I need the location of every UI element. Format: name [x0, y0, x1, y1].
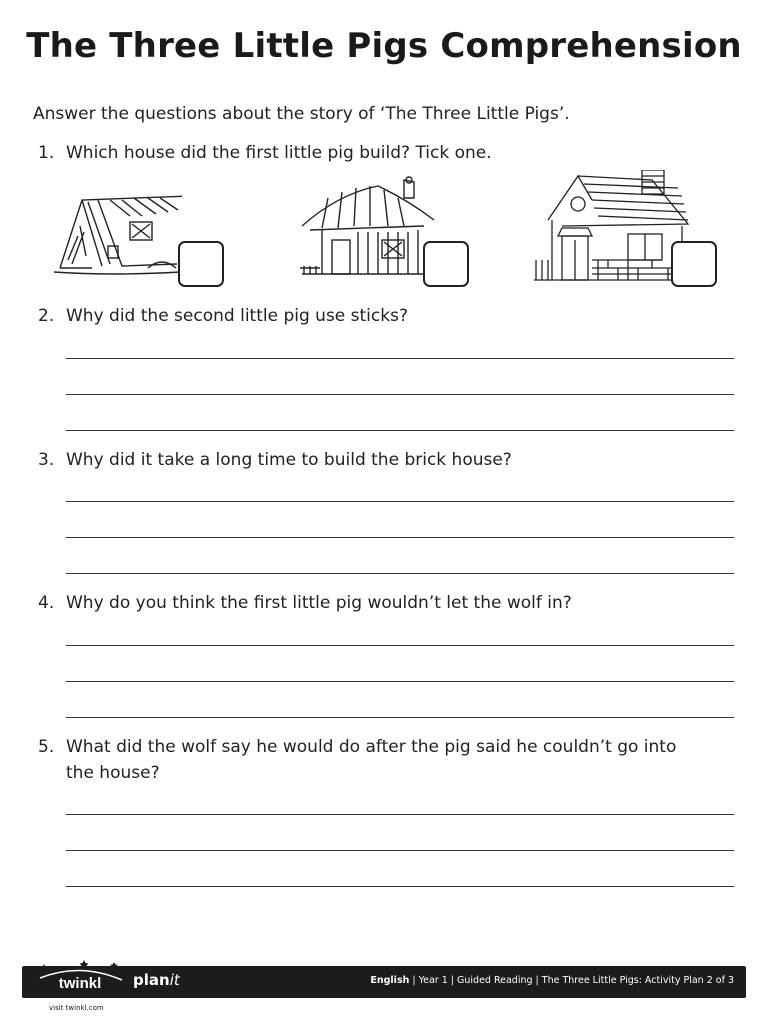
footer-breadcrumb — [370, 975, 734, 986]
tick-box-stick-house[interactable] — [423, 241, 469, 287]
page-title: The Three Little Pigs Comprehension — [26, 26, 742, 66]
brand-it-text: it — [169, 971, 180, 989]
straw-house-illustration — [52, 176, 182, 286]
question-number: 1. — [38, 143, 55, 163]
question-2 — [38, 303, 728, 329]
twinkl-logo — [34, 960, 126, 1000]
question-text: Why do you think the first little pig wouldn’t let the wolf in? — [66, 593, 572, 613]
answer-line[interactable] — [66, 886, 734, 887]
question-number: 4. — [38, 593, 55, 613]
instructions: Answer the questions about the story of ‘The Three Little Pigs’. — [33, 104, 570, 124]
tick-box-brick-house[interactable] — [671, 241, 717, 287]
brick-house-illustration — [532, 170, 692, 286]
question-4 — [38, 590, 728, 616]
answer-line[interactable] — [66, 717, 734, 718]
tick-box-straw-house[interactable] — [178, 241, 224, 287]
footer-crumbs: | Year 1 | Guided Reading | The Three Little Pigs: Activity Plan 2 of 3 — [409, 975, 734, 986]
stick-house-illustration — [298, 176, 438, 286]
planit-brand — [133, 971, 180, 989]
question-text: What did the wolf say he would do after the pig said he couldn’t go into the house? — [66, 737, 677, 783]
answer-line[interactable] — [66, 430, 734, 431]
question-1 — [38, 140, 728, 166]
question-number: 2. — [38, 306, 55, 326]
answer-line[interactable] — [66, 681, 734, 682]
visit-website-text[interactable]: visit twinkl.com — [49, 1004, 104, 1012]
question-text: Why did it take a long time to build the brick house? — [66, 450, 512, 470]
answer-line[interactable] — [66, 358, 734, 359]
logo-text: twinkl — [58, 975, 102, 992]
question-text: Which house did the first little pig build? Tick one. — [66, 143, 492, 163]
answer-line[interactable] — [66, 573, 734, 574]
question-text: Why did the second little pig use sticks? — [66, 306, 408, 326]
answer-line[interactable] — [66, 814, 734, 815]
answer-line[interactable] — [66, 501, 734, 502]
question-5 — [38, 734, 678, 786]
answer-line[interactable] — [66, 850, 734, 851]
question-number: 3. — [38, 450, 55, 470]
brand-plan-text: plan — [133, 971, 170, 989]
answer-line[interactable] — [66, 537, 734, 538]
question-3 — [38, 447, 728, 473]
footer-subject: English — [370, 975, 410, 986]
answer-line[interactable] — [66, 394, 734, 395]
answer-line[interactable] — [66, 645, 734, 646]
question-number: 5. — [38, 737, 55, 757]
